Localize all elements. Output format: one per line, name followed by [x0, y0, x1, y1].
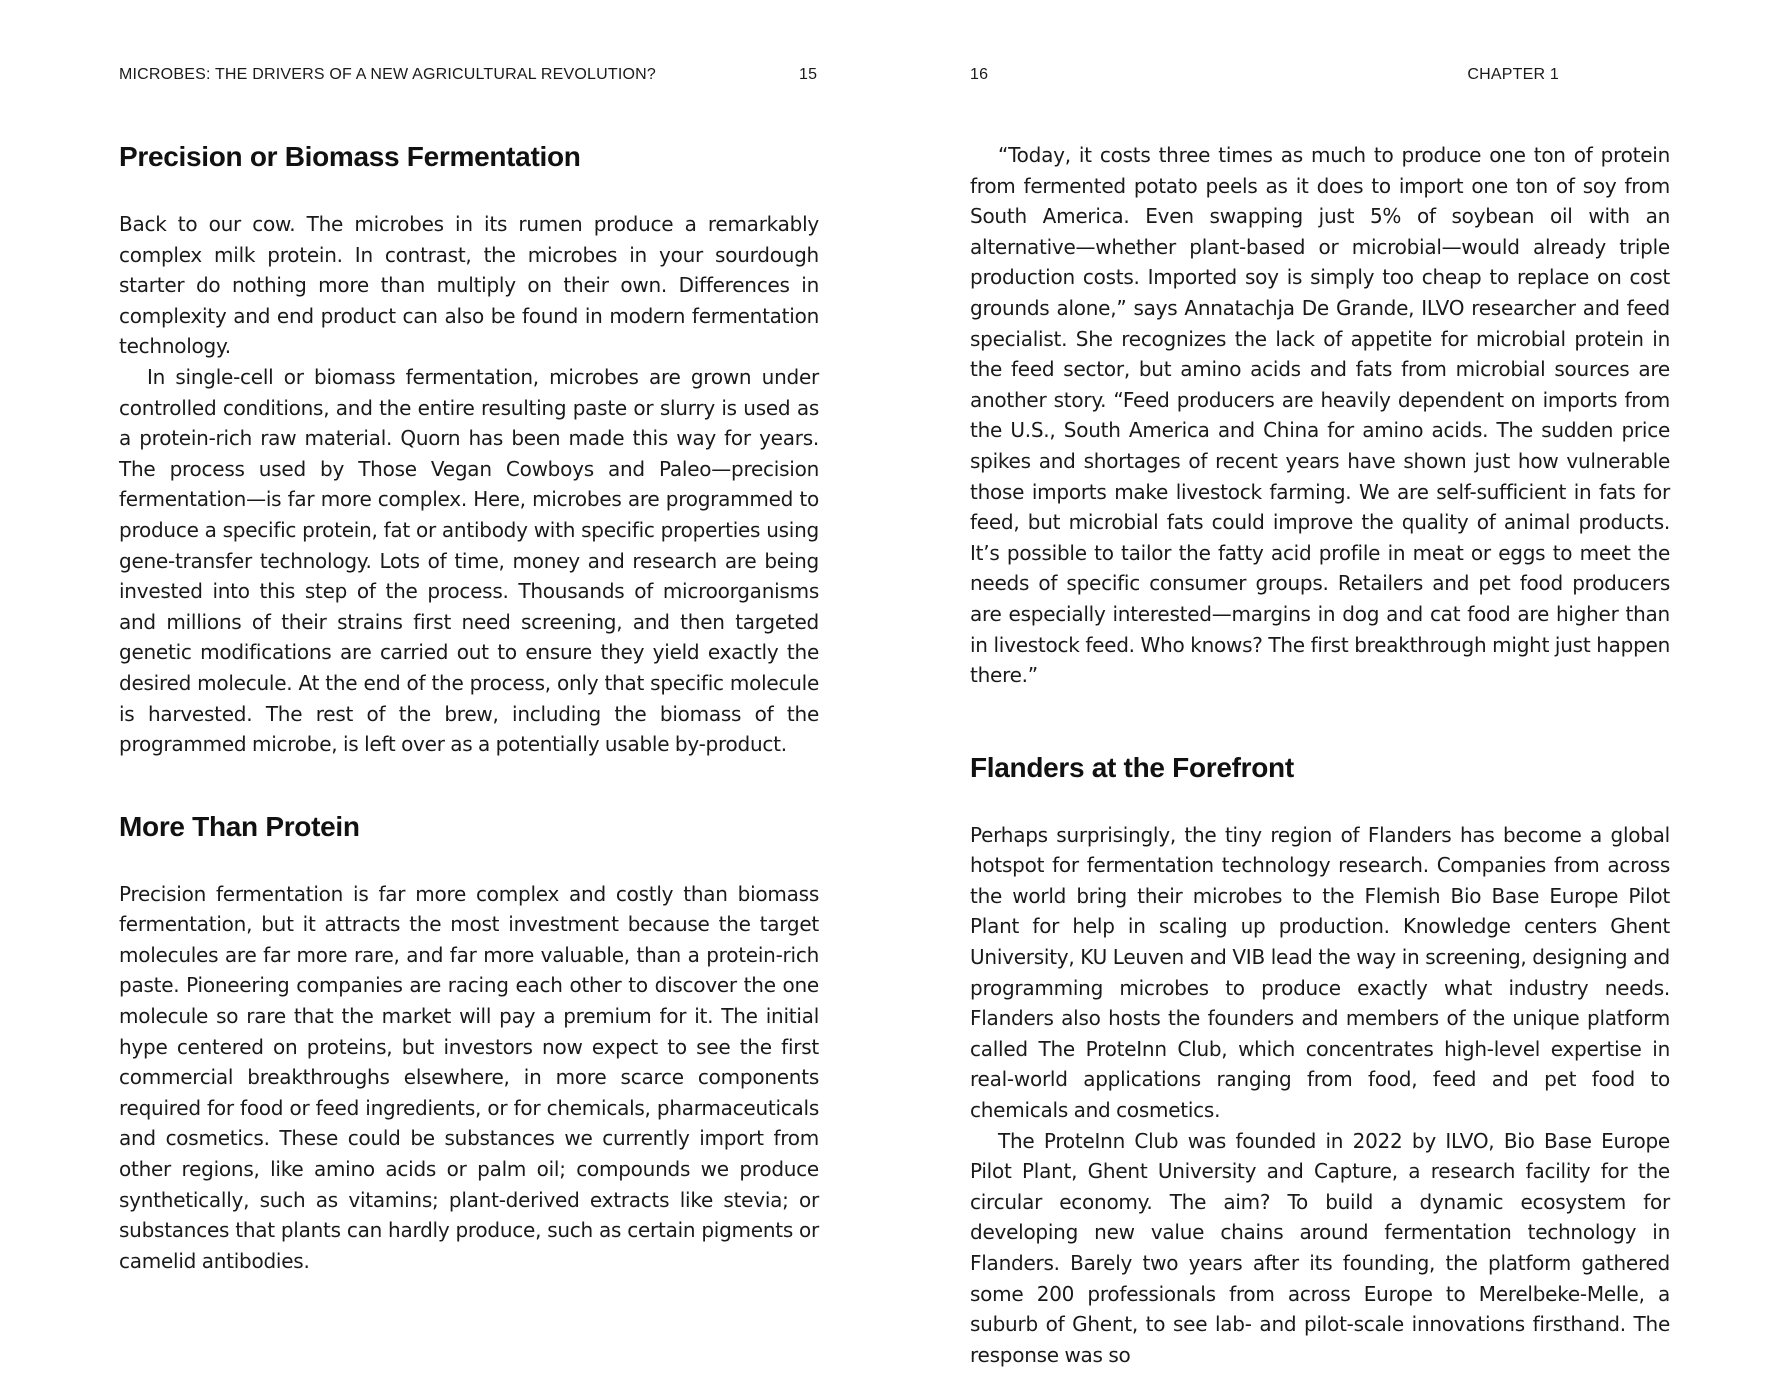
right-page: [892, 0, 1784, 1400]
right-column: [970, 140, 1670, 1370]
running-title-right: CHAPTER 1: [1467, 66, 1559, 83]
paragraph: Perhaps surprisingly, the tiny region of Flanders has become a global hotspot for fermentation technology research. Companies from across the world bring their microbes to the Flemish Bio Base Europe Pilot Plant for help in scaling up production. Knowledge centers Ghent University, KU Leuven and VIB lead the way in screening, designing and programming microbes to produce exactly what industry needs. Flanders also hosts the founders and members of the unique platform called The ProteInn Club, which concentrates high-level expertise in real-world applications ranging from food, feed and pet food to chemicals and cosmetics.: [970, 822, 1670, 1123]
left-page: [0, 0, 892, 1400]
section-heading-precision-fermentation: Precision or Biomass Fermentation: [119, 141, 581, 172]
quote-paragraph: “Today, it costs three times as much to produce one ton of protein from fermented potato peels as it does to import one ton of soy from South America. Even swapping just 5% of soybean oil with an alternative—whether plant-based or microbial—would already triple production costs. Imported soy is simply too cheap to replace on cost grounds alone,” says Annatachja De Grande, ILVO researcher and feed specialist. She recognizes the lack of appetite for microbial protein in the feed sector, but amino acids and fats from microbial sources are another story. “Feed producers are heavily dependent on imports from the U.S., South America and China for amino acids. The sudden price spikes and shortages of recent years have shown just how vulnerable those imports make livestock farming. We are self-sufficient in fats for feed, but microbial fats could improve the quality of animal products. It’s possible to tailor the fatty acid profile in meat or eggs to meet the needs of specific consumer groups. Retailers and pet food producers are especially interested—margins in dog and cat food are higher than in livestock feed. Who knows? The first breakthrough might just happen there.”: [970, 143, 1670, 688]
left-column: [119, 140, 819, 1276]
paragraph: The ProteInn Club was founded in 2022 by ILVO, Bio Base Europe Pilot Plant, Ghent University and Capture, a research facility for the circular economy. The aim? To build a dynamic ecosystem for developing new value chains around fermentation technology in Flanders. Barely two years after its founding, the platform gathered some 200 professionals from across Europe to Merelbeke-Melle, a suburb of Ghent, to see lab- and pilot-scale innovations firsthand. The response was so: [970, 1128, 1670, 1367]
section-heading-flanders-forefront: Flanders at the Forefront: [970, 751, 1294, 783]
paragraph: Back to our cow. The microbes in its rumen produce a remarkably complex milk protein. In contrast, the microbes in your sourdough starter do nothing more than multiply on their own. Differences in complexity and end product can also be found in modern fermentation technology.: [119, 212, 819, 359]
paragraph: Precision fermentation is far more complex and costly than biomass fermentation, but it attracts the most investment because the target molecules are far more rare, and far more valuable, than a protein-rich paste. Pioneering companies are racing each other to discover the one molecule so rare that the market will pay a premium for it. The initial hype centered on proteins, but investors now expect to see the first commercial breakthroughs elsewhere, in more scarce components required for food or feed ingredients, or for chemicals, pharmaceuticals and cosmetics. These could be substances we currently import from other regions, like amino acids or palm oil; compounds we produce synthetically, such as vitamins; plant-derived extracts like stevia; or substances that plants can hardly produce, such as certain pigments or camelid antibodies.: [119, 881, 819, 1273]
page-number-right: 16: [970, 66, 989, 83]
paragraph: In single-cell or biomass fermentation, microbes are grown under controlled conditions, and the entire resulting paste or slurry is used as a protein-rich raw material. Quorn has been made this way for years. The process used by Those Vegan Cowboys and Paleo—precision fermentation—is far more complex. Here, microbes are programmed to produce a specific protein, fat or antibody with specific properties using gene-transfer technology. Lots of time, money and research are being invested into this step of the process. Thousands of microorganisms and millions of their strains first need screening, and then targeted genetic modifications are carried out to ensure they yield exactly the desired molecule. At the end of the process, only that specific molecule is harvested. The rest of the brew, including the biomass of the programmed microbe, is left over as a potentially usable by-product.: [119, 364, 819, 757]
page-number-left: 15: [799, 66, 818, 83]
running-title-left: MICROBES: THE DRIVERS OF A NEW AGRICULTURAL REVOLUTION?: [119, 66, 657, 83]
section-heading-more-than-protein: More Than Protein: [119, 810, 360, 842]
